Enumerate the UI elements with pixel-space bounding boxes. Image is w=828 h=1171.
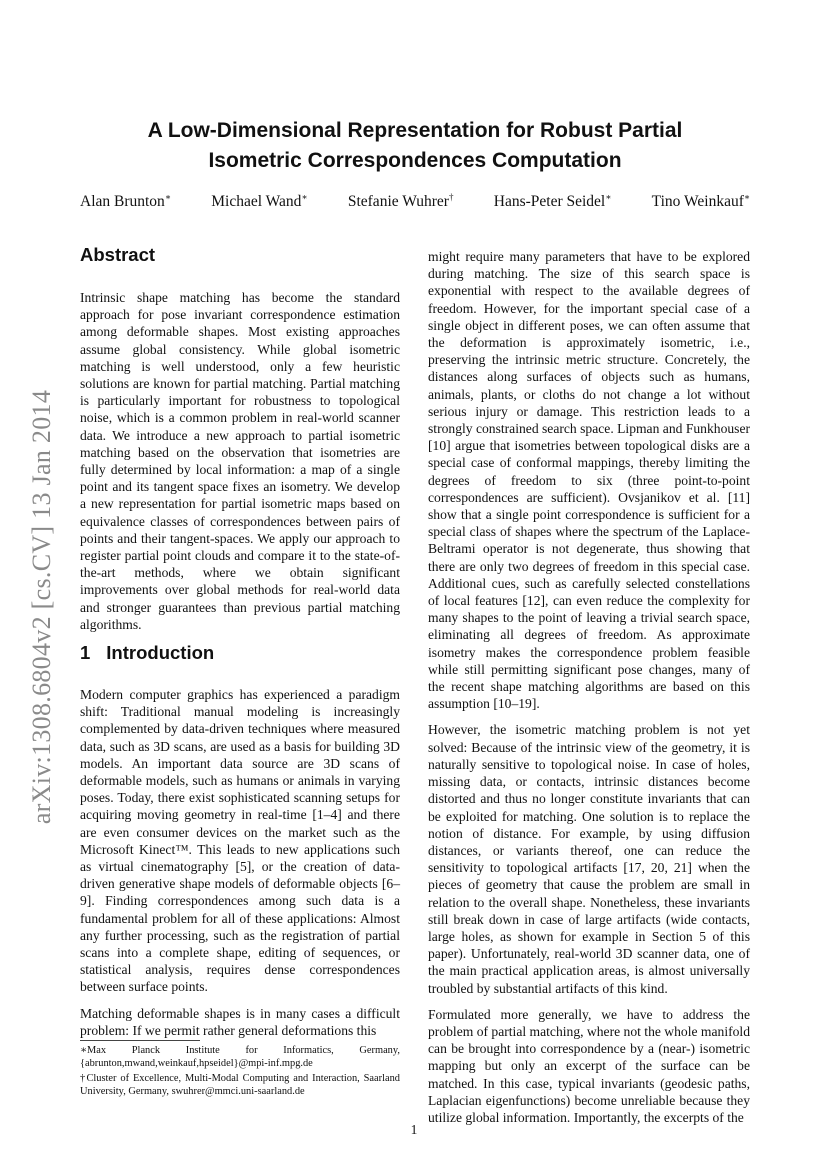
right-column	[428, 248, 750, 1135]
paper-title	[80, 116, 750, 176]
author-list	[80, 192, 750, 211]
page-number: 1	[410, 1122, 418, 1137]
title-line-2: Isometric Correspondences Computation	[208, 149, 622, 172]
arxiv-sidebar	[22, 372, 62, 842]
intro-paragraph-2: Matching deformable shapes is in many cases a difficult problem: If we permit rather general deformations this	[80, 1005, 400, 1038]
author: Alan Brunton∗	[80, 192, 171, 211]
footnote-divider	[80, 1040, 200, 1041]
abstract-paragraph: Intrinsic shape matching has become the standard approach for pose invariant correspondence estimation among deformable shapes. Most existing approaches assume global consistency. While global isometric matching is well understood, only a few heuristic solutions are known for partial matching. Partial matching is particularly important for robustness to topological noise, which is a common problem in real-world scanner data. We introduce a new approach to partial isometric matching based on the observation that isometries are fully determined by local information: a map of a single point and its tangent space fixes an isometry. We develop a new representation for partial isometric maps based on equivalence classes of correspondences between pairs of points and their tangent-spaces. We apply our approach to register partial point clouds and compare it to the state-of-the-art methods, where we obtain significant improvements over global methods for real-world data and stronger guarantees than previous partial matching algorithms.	[80, 290, 400, 632]
author: Hans-Peter Seidel∗	[493, 192, 612, 211]
author: Tino Weinkauf∗	[651, 192, 750, 211]
footnote-affiliation-1: ∗Max Planck Institute for Informatics, Germany, {abrunton,mwand,weinkauf,hpseidel}@mpi-inf.mpg.de	[80, 1045, 400, 1069]
abstract-heading: Abstract	[80, 244, 156, 265]
intro-paragraph-1: Modern computer graphics has experienced a paradigm shift: Traditional manual modeling is increasingly complemented by data-driven techniques where measured data, such as 3D scans, are used as a basis for building 3D models. An important data source are 3D scans of deformable models, such as humans or animals in varying poses. Today, there exist sophisticated scanning setups for acquiring moving geometry in real-time [1–4] and there are even consumer devices on the market such as the Microsoft Kinect™. This leads to new applications such as virtual cinematography [5], or the creation of data-driven generative shape models of deformable objects [6–9]. Finding correspondences among such data is a fundamental problem for all of these applications: Almost any further processing, such as the registration of partial scans into a complete shape, editing of sequences, or statistical analysis, requires dense correspondences between surface points.	[80, 687, 400, 995]
section-number: 1	[80, 642, 91, 663]
introduction-heading	[80, 642, 214, 664]
abstract-body	[80, 289, 400, 642]
right-paragraph-2: However, the isometric matching problem is not yet solved: Because of the intrinsic view of the geometry, it is naturally sensitive to topological noise. In case of holes, missing data, or contacts, intrinsic distances become distorted and thus no longer constitute invariants that can be exploited for matching. One solution is to replace the notion of distance. For example, by using diffusion distances, or variants thereof, one can reduce the sensitivity to topological artifacts [17, 20, 21] when the pieces of geometry that cause the problem are small in relation to the overall shape. Nonetheless, these invariants still break down in case of large artifacts (wide contacts, large holes, as shown for example in Section 5 of this paper). Unfortunately, real-world 3D scanner data, one of the main practical application areas, is almost universally troubled by substantial artifacts of this kind.	[428, 722, 750, 996]
right-paragraph-1: might require many parameters that have to be explored during matching. The size of this search space is exponential with respect to the available degrees of freedom. However, for the important special case of a single object in different poses, we can often assume that the deformation is approximately isometric, i.e., preserving the intrinsic metric structure. Concretely, the distances along surfaces of objects such as humans, animals, plants, or cloths do not change a lot without serious injury or damage. This restriction leads to a strongly constrained search space. Lipman and Funkhouser [10] argue that isometries between topological disks are a special case of conformal mappings, thereby limiting the degrees of freedom to six (three point-to-point correspondences are sufficient). Ovsjanikov et al. [11] show that a single point correspondence is sufficient for a special class of shapes where the spectrum of the Laplace-Beltrami operator is not degenerate, thus showing that there are only two degrees of freedom in this special case. Additional cues, such as carefully selected constellations of local features [12], can even reduce the complexity for many shapes to the point of leaving a trivial search space, eliminating all degrees of freedom. As approximate isometry makes the correspondence problem feasible while still permitting significant pose changes, many of the recent shape matching algorithms are based on this assumption [10–19].	[428, 249, 751, 712]
arxiv-identifier: arXiv:1308.6804v2 [cs.CV] 13 Jan 2014	[27, 389, 56, 825]
author: Stefanie Wuhrer†	[347, 192, 454, 211]
introduction-body	[80, 686, 400, 1048]
footnotes	[80, 1044, 400, 1100]
author: Michael Wand∗	[211, 192, 308, 211]
footnote-affiliation-2: †Cluster of Excellence, Multi-Modal Computing and Interaction, Saarland University, Germany, swuhrer@mmci.uni-saarland.de	[80, 1073, 400, 1097]
title-line-1: A Low-Dimensional Representation for Robust Partial	[147, 119, 683, 142]
right-paragraph-3: Formulated more generally, we have to address the problem of partial matching, where not the whole manifold can be brought into correspondence by a (near-) isometric mapping but only an excerpt of the surface can be matched. In this case, typical invariants (geodesic paths, Laplacian eigenfunctions) become unreliable because they utilize global information. Importantly, the excerpts of the	[428, 1006, 751, 1125]
section-title: Introduction	[106, 642, 215, 663]
